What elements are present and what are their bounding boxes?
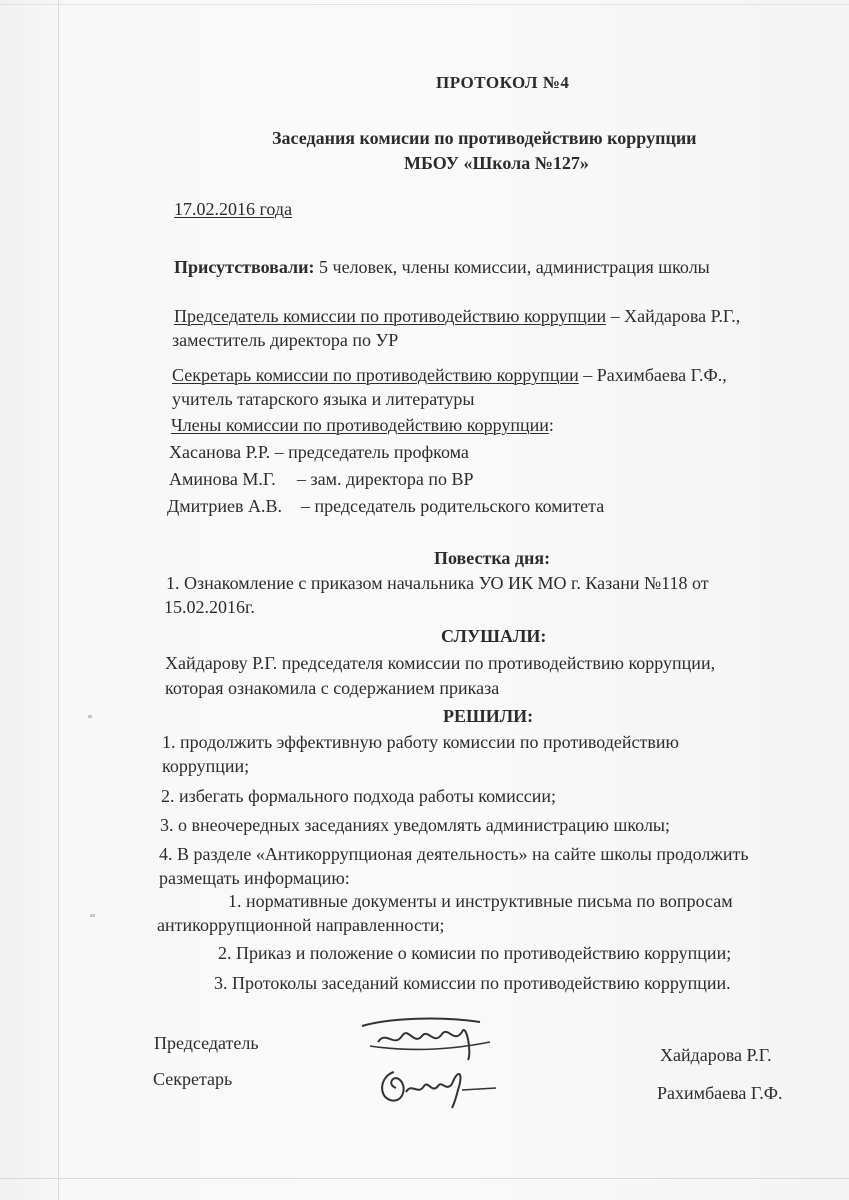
chairman-name: – Хайдарова Р.Г.,: [606, 306, 741, 326]
secretary-signature-label: Секретарь: [153, 1069, 233, 1089]
present-label: Присутствовали:: [174, 257, 315, 277]
paper-bottom-edge: [0, 1178, 849, 1179]
decision-item: 3. о внеочередных заседаниях уведомлять администрацию школы;: [160, 815, 671, 835]
chair-signature-name: Хайдарова Р.Г.: [660, 1045, 772, 1065]
decided-heading: РЕШИЛИ:: [443, 706, 534, 726]
member-role: – зам. директора по ВР: [297, 469, 474, 489]
members-label: Члены комиссии по противодействию коррупции: [171, 415, 549, 435]
member-role: – председатель родительского комитета: [301, 496, 605, 516]
heard-text: Хайдарову Р.Г. председателя комиссии по противодействию коррупции,: [165, 653, 716, 673]
agenda-item: 1. Ознакомление с приказом начальника УО ИК МО г. Казани №118 от: [166, 573, 709, 593]
agenda-heading: Повестка дня:: [434, 548, 551, 568]
decision-item: коррупции;: [162, 756, 250, 776]
decision-item: 4. В разделе «Антикоррупционая деятельность» на сайте школы продолжить: [159, 844, 749, 864]
secretary-role: Секретарь комиссии по противодействию коррупции: [172, 365, 579, 385]
member-name: Хасанова Р.Р.: [169, 442, 271, 462]
decision-item: 1. продолжить эффективную работу комиссии по противодействию: [162, 732, 679, 752]
members-line: [171, 414, 554, 436]
school-name: МБОУ «Школа №127»: [404, 153, 589, 173]
member-role: – председатель профкома: [274, 442, 469, 462]
member-item: [167, 495, 604, 517]
paper-fold-line: [58, 0, 59, 1200]
document-subtitle: Заседания комисии по противодействию коррупции: [272, 128, 697, 148]
chairman-role: Председатель комиссии по противодействию коррупции: [174, 306, 607, 326]
paper-top-edge: [0, 4, 849, 5]
decision-item: 2. избегать формального подхода работы комиссии;: [161, 786, 557, 806]
document-title: ПРОТОКОЛ №4: [436, 73, 570, 92]
scan-speck: [90, 914, 95, 917]
scan-speck: [88, 715, 92, 718]
agenda-item-date: 15.02.2016г.: [164, 597, 255, 617]
chairman-position: заместитель директора по УР: [172, 330, 399, 350]
secretary-signature-image: [372, 1062, 502, 1110]
decision-item: размещать информацию:: [159, 868, 350, 888]
secretary-position: учитель татарского языка и литературы: [172, 389, 475, 409]
members-colon: :: [548, 415, 554, 435]
chair-signature-label: Председатель: [154, 1033, 259, 1053]
decision-subitem: антикоррупционной направленности;: [157, 915, 445, 935]
present-text: 5 человек, члены комиссии, администрация школы: [314, 257, 710, 277]
decision-subitem: 2. Приказ и положение о комисии по противодействию коррупции;: [218, 943, 732, 963]
secretary-signature-name: Рахимбаева Г.Ф.: [657, 1083, 783, 1103]
meeting-date: 17.02.2016 года: [174, 199, 293, 219]
present-line: [174, 256, 710, 278]
decision-subitem: 3. Протоколы заседаний комиссии по противодействию коррупции.: [214, 973, 731, 993]
decision-subitem: 1. нормативные документы и инструктивные письма по вопросам: [228, 891, 733, 911]
member-item: [169, 441, 469, 463]
member-name: Дмитриев А.В.: [167, 496, 283, 516]
member-item: [169, 468, 474, 490]
secretary-line: [172, 364, 727, 386]
heard-heading: СЛУШАЛИ:: [441, 626, 547, 646]
secretary-name: – Рахимбаева Г.Ф.,: [578, 365, 727, 385]
chairman-line: [174, 305, 740, 327]
member-name: Аминова М.Г.: [169, 469, 276, 489]
chair-signature-image: [350, 1012, 500, 1068]
heard-text: которая ознакомила с содержанием приказа: [165, 678, 500, 698]
